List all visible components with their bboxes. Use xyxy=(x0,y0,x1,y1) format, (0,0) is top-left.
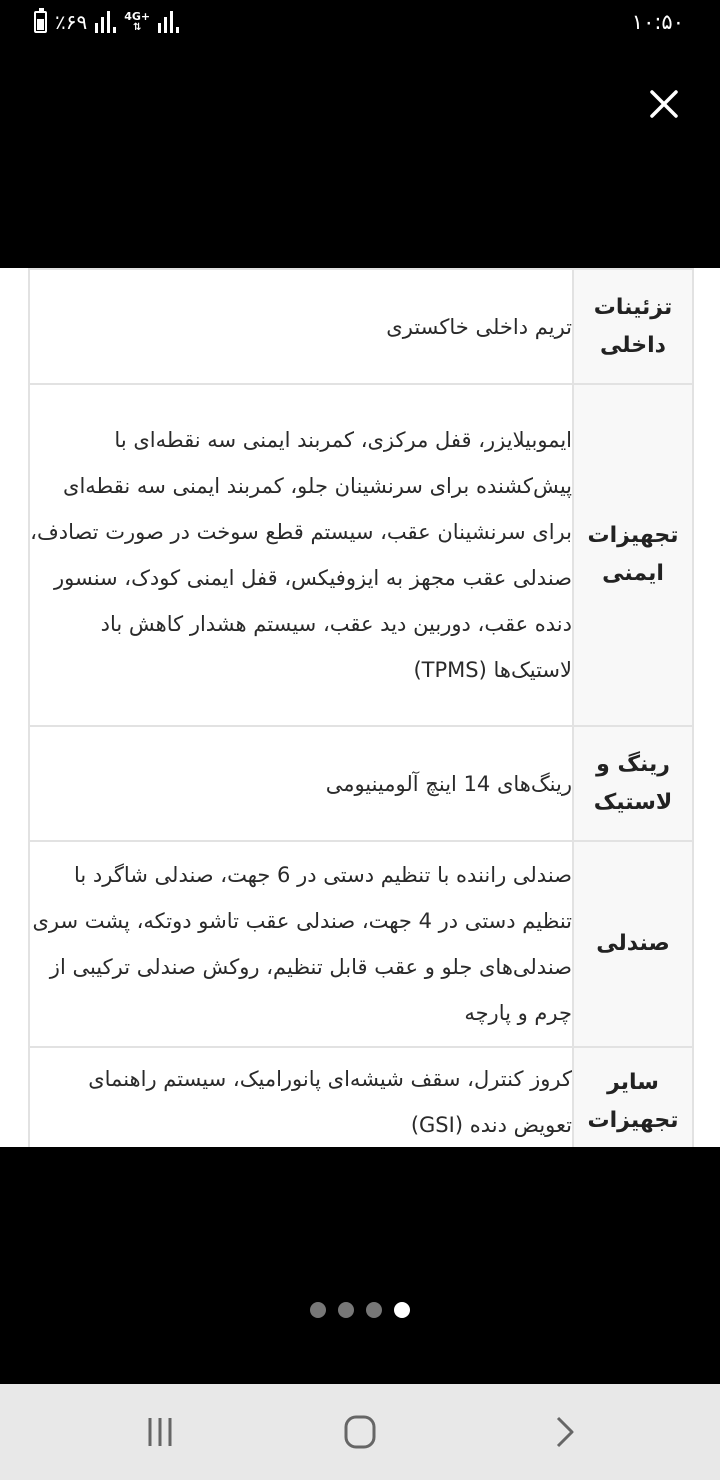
battery-percent: ٪۶۹ xyxy=(55,10,88,34)
row-label-line: لاستیک xyxy=(593,789,673,815)
row-value: ایموبیلایزر، قفل مرکزی، کمربند ایمنی سه نقطه‌ای با پیش‌کشنده برای سرنشینان جلو، کمربند ایمنی سه نقطه‌ای برای سرنشینان عقب، سیستم قطع سوخت در صورت تصادف، صندلی عقب مجهز به ایزوفیکس، قفل ایمنی کودک، سنسور دنده عقب، دوربین دید عقب، سیستم هشدار کاهش باد لاستیک‌ها (TPMS) xyxy=(29,384,573,726)
specs-table xyxy=(28,268,694,1147)
row-value: کروز کنترل، سقف شیشه‌ای پانورامیک، سیستم راهنمای تعویض دنده (GSI) xyxy=(29,1047,573,1147)
network-type xyxy=(124,11,150,33)
page-dot[interactable] xyxy=(310,1302,326,1318)
recents-icon xyxy=(140,1412,180,1452)
row-label-line: رینگ و xyxy=(596,751,670,777)
navigation-bar xyxy=(0,1384,720,1480)
row-label xyxy=(573,841,693,1047)
network-label: 4G+ xyxy=(124,10,151,23)
back-icon xyxy=(544,1412,584,1452)
status-time: ۱۰:۵۰ xyxy=(631,10,684,34)
page-indicator xyxy=(0,1302,720,1318)
row-label-line: ایمنی xyxy=(602,561,664,586)
row-label xyxy=(573,269,693,384)
battery-icon xyxy=(34,11,47,33)
page-dot[interactable] xyxy=(338,1302,354,1318)
image-viewer-content[interactable] xyxy=(0,268,720,1147)
table-row xyxy=(29,841,693,1047)
edge-fade xyxy=(694,268,720,1147)
signal-icon xyxy=(95,11,116,33)
recents-button[interactable] xyxy=(132,1406,188,1458)
table-row xyxy=(29,726,693,841)
row-label xyxy=(573,384,693,726)
row-value: رینگ‌های 14 اینچ آلومینیومی xyxy=(29,726,573,841)
page-dot[interactable] xyxy=(366,1302,382,1318)
row-label-line: تزئینات xyxy=(593,294,673,320)
home-button[interactable] xyxy=(332,1406,388,1458)
data-arrows-icon: ⇅ xyxy=(132,22,142,33)
row-label-line: صندلی xyxy=(596,931,670,956)
page-dot-active[interactable] xyxy=(394,1302,410,1318)
status-bar xyxy=(0,0,720,50)
status-indicators xyxy=(34,10,179,34)
home-icon xyxy=(340,1412,380,1452)
row-label-line: تجهیزات xyxy=(587,523,679,548)
back-button[interactable] xyxy=(536,1406,592,1458)
row-label xyxy=(573,1047,693,1147)
row-value: صندلی راننده با تنظیم دستی در 6 جهت، صندلی شاگرد با تنظیم دستی در 4 جهت، صندلی عقب تاشو دوتکه، پشت سری صندلی‌های جلو و عقب قابل تنظیم، روکش صندلی ترکیبی از چرم و پارچه xyxy=(29,841,573,1047)
table-row xyxy=(29,384,693,726)
row-label xyxy=(573,726,693,841)
row-label-line: داخلی xyxy=(600,332,666,358)
row-label-line: تجهیزات xyxy=(587,1108,679,1133)
table-row xyxy=(29,269,693,384)
signal-icon xyxy=(158,11,179,33)
row-label-line: سایر xyxy=(607,1070,659,1095)
close-button[interactable] xyxy=(644,84,684,124)
table-row xyxy=(29,1047,693,1147)
close-icon xyxy=(644,84,684,124)
row-value: تریم داخلی خاکستری xyxy=(29,269,573,384)
